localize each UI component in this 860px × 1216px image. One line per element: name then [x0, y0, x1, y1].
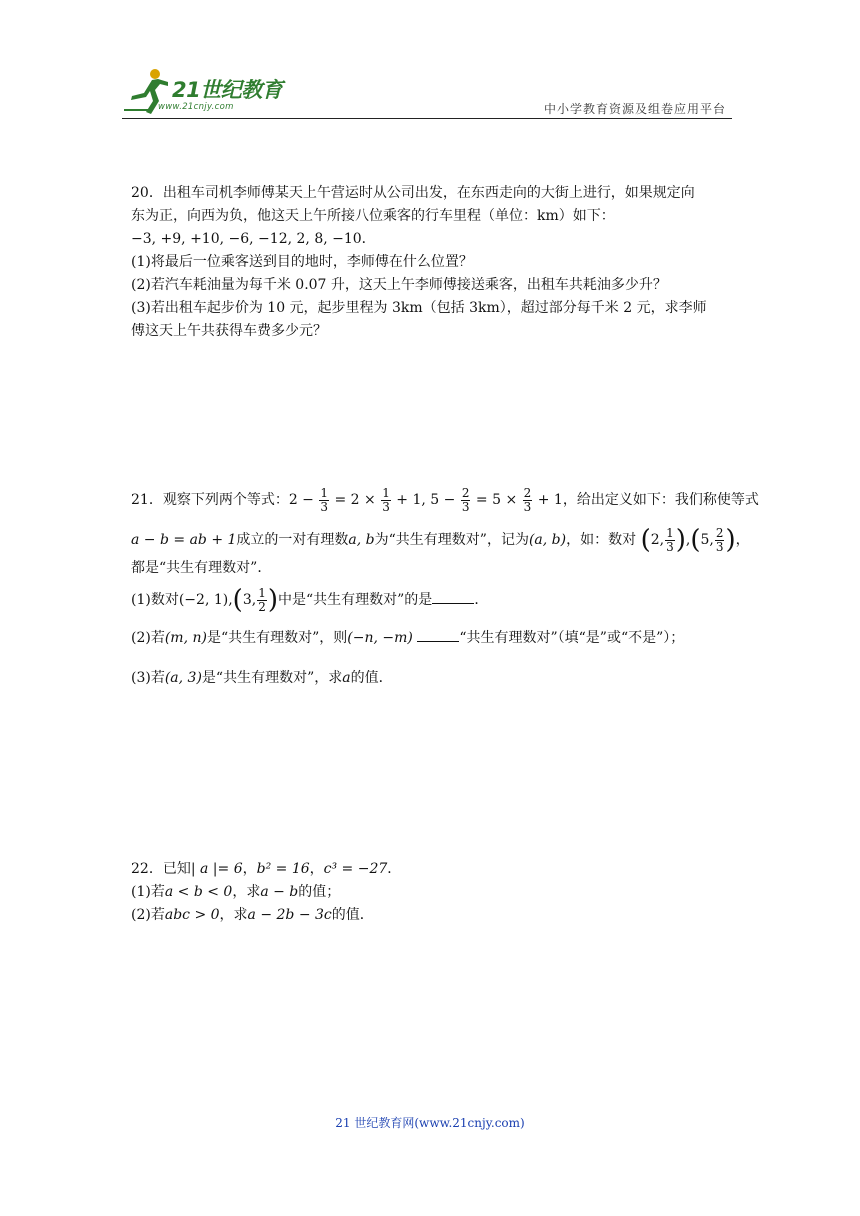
close-paren: ): [267, 585, 278, 615]
q22-abs-a: | a |= 6: [190, 861, 243, 877]
q22-l1-g: ．: [387, 861, 402, 877]
close-paren: ): [675, 525, 686, 555]
q22-l2-a: (1)若: [131, 884, 165, 900]
answer-blank[interactable]: [417, 627, 459, 642]
q21-def-b: 成立的一对有理数: [236, 532, 349, 548]
frac-num: 2: [523, 485, 532, 500]
fraction-two-thirds: [715, 527, 725, 554]
q21-def-pair: (a, b): [528, 532, 567, 548]
q21-part-2: [131, 621, 731, 655]
q21-p3-var: a: [342, 670, 351, 686]
logo-url: www.21cnjy.com: [158, 102, 234, 112]
q22-l2-c: ，求: [232, 884, 261, 900]
q22-expr-1: a − b: [260, 884, 299, 900]
q21-ex2: 5,: [700, 532, 714, 548]
frac-den: 2: [258, 599, 266, 614]
q21-intro-e: + 1，给出定义如下：我们称使等式: [537, 492, 759, 508]
q20-mileage-list: −3, +9, +10, −6, −12, 2, 8, −10．: [131, 231, 376, 247]
header-tagline: 中小学教育资源及组卷应用平台: [543, 102, 726, 116]
q21-p2-pair-neg: (−n, −m): [347, 630, 413, 646]
question-22: [131, 858, 731, 927]
q22-part-1: [131, 881, 731, 904]
q21-p2-c: 是“共生有理数对”，则: [206, 630, 348, 646]
open-paren: (: [690, 525, 701, 555]
frac-num: 1: [382, 485, 390, 500]
question-21: [131, 483, 759, 695]
frac-num: 1: [666, 525, 674, 540]
fraction-one-half: [257, 587, 267, 614]
q21-ex1: 2,: [650, 532, 665, 548]
q22-l3-c: ，求: [219, 907, 248, 923]
frac-den: 3: [461, 499, 470, 514]
frac-den: 3: [715, 539, 724, 554]
q21-p3-pair: (a, 3): [164, 670, 202, 686]
frac-den: 3: [666, 539, 674, 554]
frac-num: 1: [320, 485, 328, 500]
fraction-two-thirds: [461, 487, 471, 514]
q21-p1-b: (−2, 1),: [178, 592, 233, 608]
q21-intro-c: + 1, 5 −: [396, 492, 456, 508]
answer-blank[interactable]: [432, 589, 474, 604]
q20-part-2: (2)若汽车耗油量为每千米 0.07 升，这天上午李师傅接送乘客，出租车共耗油多少升？: [131, 277, 667, 293]
q21-intro-a: 21．观察下列两个等式：2 −: [131, 492, 314, 508]
q21-intro: [131, 483, 759, 517]
close-paren: ): [725, 525, 736, 555]
site-logo: [122, 62, 292, 116]
q22-condition-1: a < b < 0: [164, 884, 233, 900]
q21-p3-e: 的值．: [350, 670, 393, 686]
q21-intro-d: = 5 ×: [475, 492, 518, 508]
q20-part-3-cont: 傅这天上午共获得车费多少元？: [131, 323, 327, 339]
frac-num: 2: [461, 485, 470, 500]
question-20: [131, 182, 731, 343]
q22-l3-a: (2)若: [131, 907, 165, 923]
header-divider: [122, 118, 732, 119]
fraction-two-thirds: [523, 487, 533, 514]
q21-p2-pair: (m, n): [164, 630, 207, 646]
q22-condition-2: abc > 0: [164, 907, 220, 923]
q22-l1-e: ，: [309, 861, 324, 877]
q21-definition: [131, 523, 750, 557]
page-footer[interactable]: 21 世纪教育网(www.21cnjy.com): [335, 1116, 525, 1130]
frac-num: 1: [258, 585, 266, 600]
q22-b-squared: b² = 16: [256, 861, 310, 877]
q20-line-2: 东为正，向西为负，他这天上午所接八位乘客的行车里程（单位：km）如下：: [131, 208, 615, 224]
q20-line-1: 20．出租车司机李师傅某天上午营运时从公司出发，在东西走向的大街上进行，如果规定向: [131, 185, 695, 201]
fraction-one-third: [381, 487, 391, 514]
q21-def-ab: a, b: [348, 532, 375, 548]
q22-part-2: [131, 904, 731, 927]
q21-p1-a: (1)数对: [131, 592, 179, 608]
frac-den: 3: [523, 499, 532, 514]
q21-p3-c: 是“共生有理数对”，求: [201, 670, 343, 686]
q21-part-3: [131, 661, 731, 695]
q21-ex-sep: ,: [685, 532, 691, 548]
open-paren: (: [640, 525, 651, 555]
q22-expr-2: a − 2b − 3c: [247, 907, 332, 923]
fraction-one-third: [319, 487, 329, 514]
q22-l3-e: 的值．: [331, 907, 374, 923]
q21-line-3: 都是“共生有理数对”．: [131, 560, 272, 576]
frac-den: 3: [320, 499, 328, 514]
q21-def-d: 为“共生有理数对”，记为: [374, 532, 529, 548]
q21-def-f: ，如：数对: [566, 532, 637, 548]
open-paren: (: [232, 585, 243, 615]
page-header: [122, 62, 732, 120]
frac-den: 3: [382, 499, 390, 514]
q22-l2-e: 的值；: [298, 884, 341, 900]
q22-l1-c: ，: [242, 861, 257, 877]
q21-def-equation: a − b = ab + 1: [131, 532, 237, 548]
q22-l1-a: 22．已知: [131, 861, 191, 877]
q21-p1-e: ．: [474, 592, 489, 608]
q21-p3-a: (3)若: [131, 670, 165, 686]
q21-ex-end: ，: [735, 532, 750, 548]
q22-line-1: [131, 858, 731, 881]
q21-p1-d: 中是“共生有理数对”的是: [277, 592, 433, 608]
q22-c-cubed: c³ = −27: [323, 861, 388, 877]
q20-part-3: (3)若出租车起步价为 10 元，起步里程为 3km（包括 3km），超过部分每千米 2 元，求李师: [131, 300, 707, 316]
q21-part-1: [131, 583, 731, 617]
q21-intro-b: = 2 ×: [334, 492, 376, 508]
q20-part-1: (1)将最后一位乘客送到目的地时，李师傅在什么位置？: [131, 254, 473, 270]
frac-num: 2: [715, 525, 724, 540]
logo-title: 21世纪教育: [172, 78, 283, 102]
q21-p2-a: (2)若: [131, 630, 165, 646]
q21-p1-c: 3,: [242, 592, 257, 608]
q21-p2-e: “共生有理数对”（填“是”或“不是”）；: [459, 630, 685, 646]
fraction-one-third: [665, 527, 675, 554]
